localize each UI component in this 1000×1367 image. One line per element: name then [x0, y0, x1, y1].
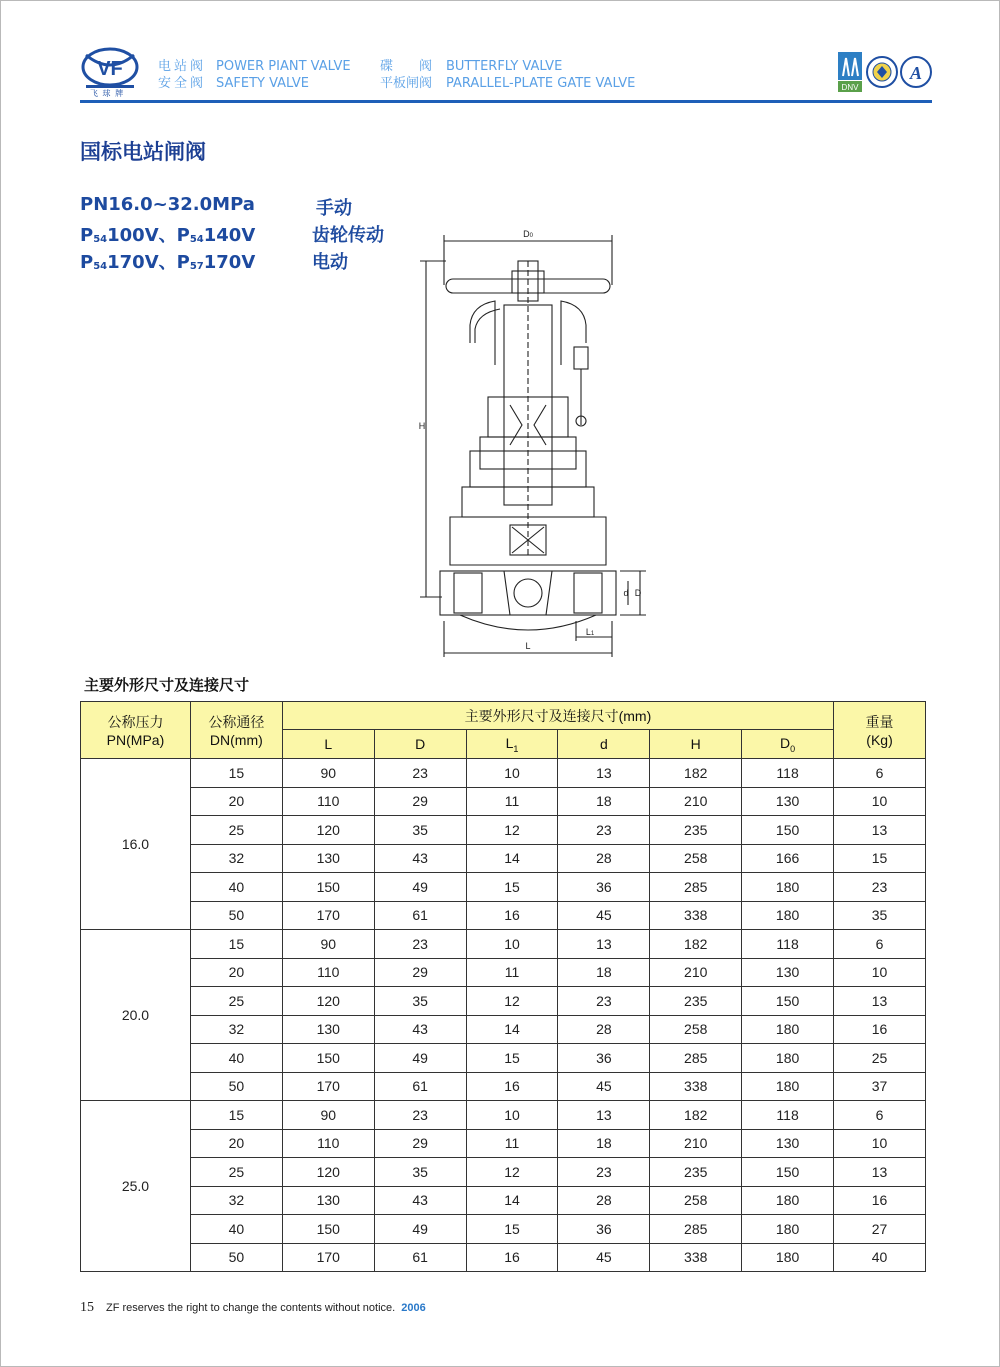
table-cell: 61 [374, 901, 466, 930]
table-cell: 10 [466, 930, 558, 959]
table-cell: 182 [650, 1101, 742, 1130]
table-cell: 25 [190, 1158, 282, 1187]
page-footer [80, 1300, 426, 1316]
table-row [81, 1186, 926, 1215]
table-cell: 14 [466, 844, 558, 873]
svg-text:VF: VF [97, 58, 123, 80]
table-cell: 150 [742, 1158, 834, 1187]
table-cell: 130 [282, 1186, 374, 1215]
table-cell: 258 [650, 844, 742, 873]
table-row [81, 987, 926, 1016]
table-cell: 29 [374, 787, 466, 816]
table-cell: 20 [190, 958, 282, 987]
table-cell: 180 [742, 1044, 834, 1073]
table-cell: 150 [742, 987, 834, 1016]
api-monogram-icon [901, 57, 931, 87]
page-header [80, 42, 932, 102]
table-cell: 210 [650, 1129, 742, 1158]
table-cell: 36 [558, 1215, 650, 1244]
table-cell: 182 [650, 759, 742, 788]
table-cell: 110 [282, 958, 374, 987]
header-pn: 公称压力 PN(MPa) [81, 702, 191, 759]
table-cell: 6 [834, 1101, 926, 1130]
table-cell: 23 [374, 1101, 466, 1130]
table-row [81, 1215, 926, 1244]
table-cell: 14 [466, 1186, 558, 1215]
table-cell: 180 [742, 901, 834, 930]
table-cell: 15 [466, 1215, 558, 1244]
table-cell: 13 [558, 759, 650, 788]
table-cell: 170 [282, 901, 374, 930]
table-cell: 61 [374, 1243, 466, 1272]
table-title: 主要外形尺寸及连接尺寸 [84, 676, 250, 694]
table-cell: 45 [558, 1072, 650, 1101]
table-cell: 130 [282, 844, 374, 873]
spec-pressure: PN16.0~32.0MPa [80, 194, 255, 215]
table-cell: 10 [834, 1129, 926, 1158]
table-row [81, 1044, 926, 1073]
table-cell: 210 [650, 787, 742, 816]
pn-cell: 25.0 [81, 1101, 191, 1272]
table-cell: 50 [190, 901, 282, 930]
table-cell: 15 [466, 873, 558, 902]
table-cell: 20 [190, 1129, 282, 1158]
header-d0: $D_0$ [742, 730, 834, 759]
logo-text: 飞 球 牌 [90, 89, 125, 98]
table-cell: 118 [742, 1101, 834, 1130]
table-cell: 40 [190, 1044, 282, 1073]
spec-electric: 电动 [312, 252, 348, 273]
table-cell: 23 [558, 1158, 650, 1187]
table-cell: 11 [466, 787, 558, 816]
table-cell: 120 [282, 1158, 374, 1187]
table-row [81, 816, 926, 845]
table-cell: 15 [190, 759, 282, 788]
table-cell: 90 [282, 1101, 374, 1130]
table-cell: 18 [558, 787, 650, 816]
table-cell: 180 [742, 1072, 834, 1101]
spec-gear: 齿轮传动 [312, 225, 384, 246]
table-cell: 43 [374, 844, 466, 873]
header-dn: 公称通径 DN(mm) [190, 702, 282, 759]
table-cell: 36 [558, 1044, 650, 1073]
table-cell: 15 [190, 930, 282, 959]
table-cell: 32 [190, 1015, 282, 1044]
table-cell: 170 [282, 1072, 374, 1101]
table-cell: 35 [374, 987, 466, 1016]
spec-models-2: $P_{54}170V$、$P_{57}170V$ [80, 252, 256, 273]
table-cell: 43 [374, 1015, 466, 1044]
table-cell: 10 [466, 1101, 558, 1130]
table-cell: 130 [282, 1015, 374, 1044]
header-cn-right [380, 58, 432, 92]
header-weight: 重量 (Kg) [834, 702, 926, 759]
table-row [81, 1243, 926, 1272]
table-cell: 11 [466, 1129, 558, 1158]
table-body [81, 759, 926, 1272]
table-cell: 338 [650, 901, 742, 930]
label-d0: D0 [523, 229, 533, 239]
header-dimensions-group: 主要外形尺寸及连接尺寸(mm) [282, 702, 833, 730]
table-row [81, 930, 926, 959]
table-cell: 285 [650, 873, 742, 902]
table-cell: 18 [558, 958, 650, 987]
header-l1: $L_1$ [466, 730, 558, 759]
header-cn-power: 电站阀 [158, 59, 207, 74]
table-cell: 13 [834, 987, 926, 1016]
table-cell: 61 [374, 1072, 466, 1101]
table-cell: 20 [190, 787, 282, 816]
iso-seal-icon [867, 57, 897, 87]
table-cell: 40 [190, 873, 282, 902]
footer-year: 2006 [401, 1302, 426, 1314]
table-cell: 180 [742, 1215, 834, 1244]
svg-text:DNV: DNV [841, 83, 859, 92]
table-cell: 110 [282, 787, 374, 816]
dimensions-table [80, 701, 926, 1272]
table-cell: 23 [834, 873, 926, 902]
header-cn-safety: 安全阀 [158, 76, 207, 91]
header-l: L [282, 730, 374, 759]
table-cell: 210 [650, 958, 742, 987]
table-cell: 13 [558, 1101, 650, 1130]
table-cell: 49 [374, 1215, 466, 1244]
table-cell: 258 [650, 1186, 742, 1215]
table-cell: 16 [466, 1243, 558, 1272]
header-en-butterfly: BUTTERFLY VALVE [446, 59, 563, 74]
dnv-logo [838, 52, 862, 92]
table-row [81, 1072, 926, 1101]
table-cell: 16 [466, 901, 558, 930]
table-row [81, 1129, 926, 1158]
table-cell: 150 [282, 1044, 374, 1073]
table-row [81, 759, 926, 788]
table-cell: 130 [742, 1129, 834, 1158]
table-cell: 120 [282, 987, 374, 1016]
table-cell: 32 [190, 844, 282, 873]
table-cell: 6 [834, 930, 926, 959]
table-cell: 43 [374, 1186, 466, 1215]
table-cell: 28 [558, 1186, 650, 1215]
table-cell: 10 [834, 787, 926, 816]
table-row [81, 1101, 926, 1130]
table-cell: 235 [650, 1158, 742, 1187]
header-cn-gate: 平板闸阀 [380, 76, 433, 91]
table-cell: 150 [282, 1215, 374, 1244]
header-en-safety: SAFETY VALVE [216, 76, 309, 91]
table-cell: 37 [834, 1072, 926, 1101]
table-cell: 170 [282, 1243, 374, 1272]
table-cell: 23 [558, 987, 650, 1016]
table-cell: 16 [466, 1072, 558, 1101]
table-cell: 25 [190, 987, 282, 1016]
table-cell: 182 [650, 930, 742, 959]
table-cell: 235 [650, 987, 742, 1016]
table-cell: 28 [558, 844, 650, 873]
table-cell: 166 [742, 844, 834, 873]
table-cell: 25 [834, 1044, 926, 1073]
table-row [81, 873, 926, 902]
table-cell: 285 [650, 1044, 742, 1073]
label-big-d: D [634, 588, 642, 598]
table-cell: 40 [834, 1243, 926, 1272]
table-cell: 13 [558, 930, 650, 959]
header-cn-butterfly: 碟 阀 [380, 59, 433, 74]
table-cell: 36 [558, 873, 650, 902]
table-cell: 150 [282, 873, 374, 902]
table-cell: 27 [834, 1215, 926, 1244]
table-cell: 130 [742, 787, 834, 816]
label-h: H [418, 421, 426, 431]
table-cell: 16 [834, 1015, 926, 1044]
table-cell: 338 [650, 1072, 742, 1101]
table-cell: 49 [374, 1044, 466, 1073]
table-cell: 12 [466, 816, 558, 845]
table-cell: 29 [374, 1129, 466, 1158]
pn-cell: 20.0 [81, 930, 191, 1101]
table-cell: 45 [558, 1243, 650, 1272]
table-cell: 15 [466, 1044, 558, 1073]
table-cell: 10 [834, 958, 926, 987]
table-cell: 18 [558, 1129, 650, 1158]
certification-marks [836, 50, 932, 96]
header-en-right [446, 58, 635, 92]
table-cell: 35 [374, 816, 466, 845]
header-en-power: POWER PIANT VALVE [216, 59, 351, 74]
table-cell: 49 [374, 873, 466, 902]
table-cell: 28 [558, 1015, 650, 1044]
table-cell: 35 [834, 901, 926, 930]
table-cell: 40 [190, 1215, 282, 1244]
table-row [81, 844, 926, 873]
table-cell: 23 [558, 816, 650, 845]
table-cell: 90 [282, 930, 374, 959]
table-cell: 6 [834, 759, 926, 788]
table-cell: 180 [742, 1186, 834, 1215]
table-cell: 150 [742, 816, 834, 845]
table-cell: 180 [742, 873, 834, 902]
table-cell: 11 [466, 958, 558, 987]
table-cell: 50 [190, 1243, 282, 1272]
label-l: L [525, 641, 531, 651]
table-cell: 13 [834, 1158, 926, 1187]
table-cell: 180 [742, 1015, 834, 1044]
table-row [81, 958, 926, 987]
table-row [81, 1015, 926, 1044]
table-cell: 32 [190, 1186, 282, 1215]
page-number: 15 [80, 1300, 94, 1315]
table-cell: 25 [190, 816, 282, 845]
table-cell: 258 [650, 1015, 742, 1044]
table-cell: 45 [558, 901, 650, 930]
table-cell: 13 [834, 816, 926, 845]
table-cell: 50 [190, 1072, 282, 1101]
header-en-gate: PARALLEL-PLATE GATE VALVE [446, 76, 636, 91]
table-cell: 35 [374, 1158, 466, 1187]
spec-manual: 手动 [316, 198, 352, 219]
table-cell: 110 [282, 1129, 374, 1158]
label-small-d: d [623, 588, 629, 598]
table-row [81, 901, 926, 930]
table-cell: 15 [834, 844, 926, 873]
header-en-left [216, 58, 351, 92]
table-cell: 23 [374, 930, 466, 959]
header-d-big: D [374, 730, 466, 759]
table-cell: 120 [282, 816, 374, 845]
table-cell: 16 [834, 1186, 926, 1215]
table-row [81, 1158, 926, 1187]
table-cell: 15 [190, 1101, 282, 1130]
table-cell: 90 [282, 759, 374, 788]
table-cell: 180 [742, 1243, 834, 1272]
spec-models-1: $P_{54}100V$、$P_{54}140V$ [80, 225, 256, 246]
table-cell: 12 [466, 987, 558, 1016]
table-cell: 118 [742, 759, 834, 788]
table-cell: 29 [374, 958, 466, 987]
valve-drawing [400, 225, 650, 665]
table-cell: 23 [374, 759, 466, 788]
table-cell: 118 [742, 930, 834, 959]
table-cell: 10 [466, 759, 558, 788]
pn-cell: 16.0 [81, 759, 191, 930]
table-row [81, 787, 926, 816]
header-cn-left [158, 58, 206, 92]
label-l1: L1 [585, 627, 595, 637]
table-cell: 338 [650, 1243, 742, 1272]
header-h: H [650, 730, 742, 759]
table-cell: 130 [742, 958, 834, 987]
table-cell: 14 [466, 1015, 558, 1044]
header-d-small: d [558, 730, 650, 759]
table-cell: 235 [650, 816, 742, 845]
table-cell: 12 [466, 1158, 558, 1187]
footer-notice: ZF reserves the right to change the contents without notice. [106, 1302, 396, 1314]
table-cell: 285 [650, 1215, 742, 1244]
header-rule [80, 100, 932, 103]
svg-text:A: A [909, 63, 923, 83]
page-title: 国标电站闸阀 [80, 140, 206, 164]
